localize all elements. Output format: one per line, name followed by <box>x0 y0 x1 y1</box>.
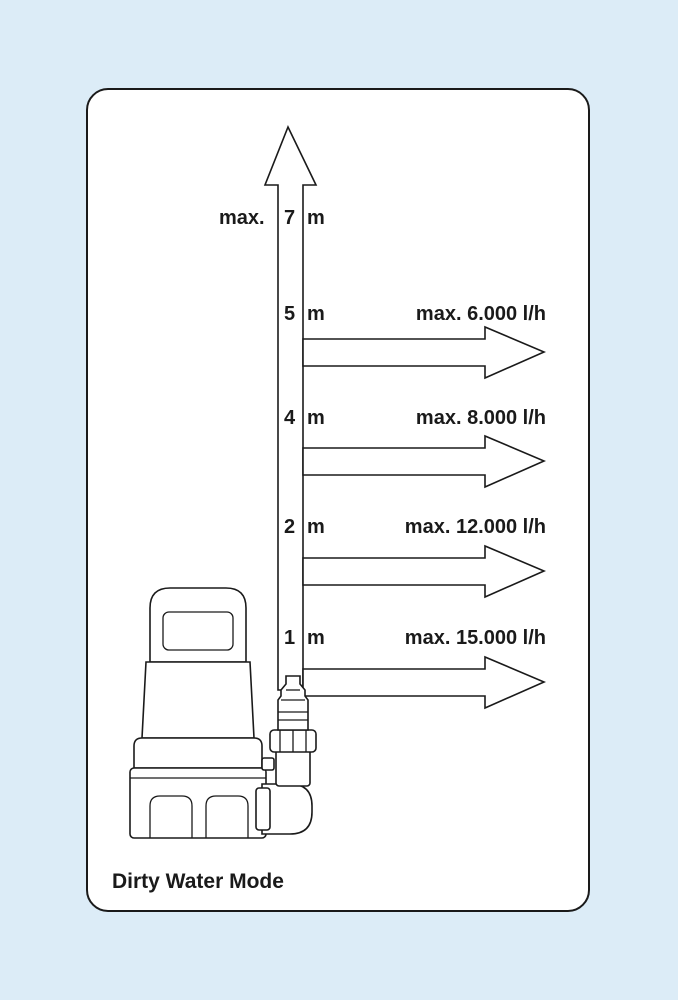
level-height-value: 4 <box>284 407 296 429</box>
level-height-value: 1 <box>284 627 296 649</box>
level-flow-rate: max. 8.000 l/h <box>415 407 546 429</box>
max-height-prefix: max. <box>219 207 265 229</box>
level-flow-rate: max. 15.000 l/h <box>404 627 546 649</box>
pump-outlet-ring <box>256 788 270 830</box>
pump-handle <box>150 588 246 662</box>
level-flow-rate: max. 12.000 l/h <box>404 516 546 538</box>
level-flow-rate: max. 6.000 l/h <box>415 303 546 325</box>
max-height-unit: m <box>307 207 325 229</box>
level-height-unit: m <box>307 407 325 429</box>
level-height-unit: m <box>307 516 325 538</box>
connector-clip <box>262 758 274 770</box>
flow-arrow-level-1 <box>303 327 544 378</box>
level-height-value: 5 <box>284 303 296 325</box>
mode-caption: Dirty Water Mode <box>112 870 284 893</box>
flow-arrow-level-3 <box>303 546 544 597</box>
level-height-unit: m <box>307 627 325 649</box>
pump-collar <box>134 738 262 768</box>
max-height-value: 7 <box>284 207 296 229</box>
pump-upper-housing <box>142 662 254 738</box>
flow-arrow-level-4 <box>303 657 544 708</box>
level-height-unit: m <box>307 303 325 325</box>
level-height-value: 2 <box>284 516 296 538</box>
flow-arrow-level-2 <box>303 436 544 487</box>
